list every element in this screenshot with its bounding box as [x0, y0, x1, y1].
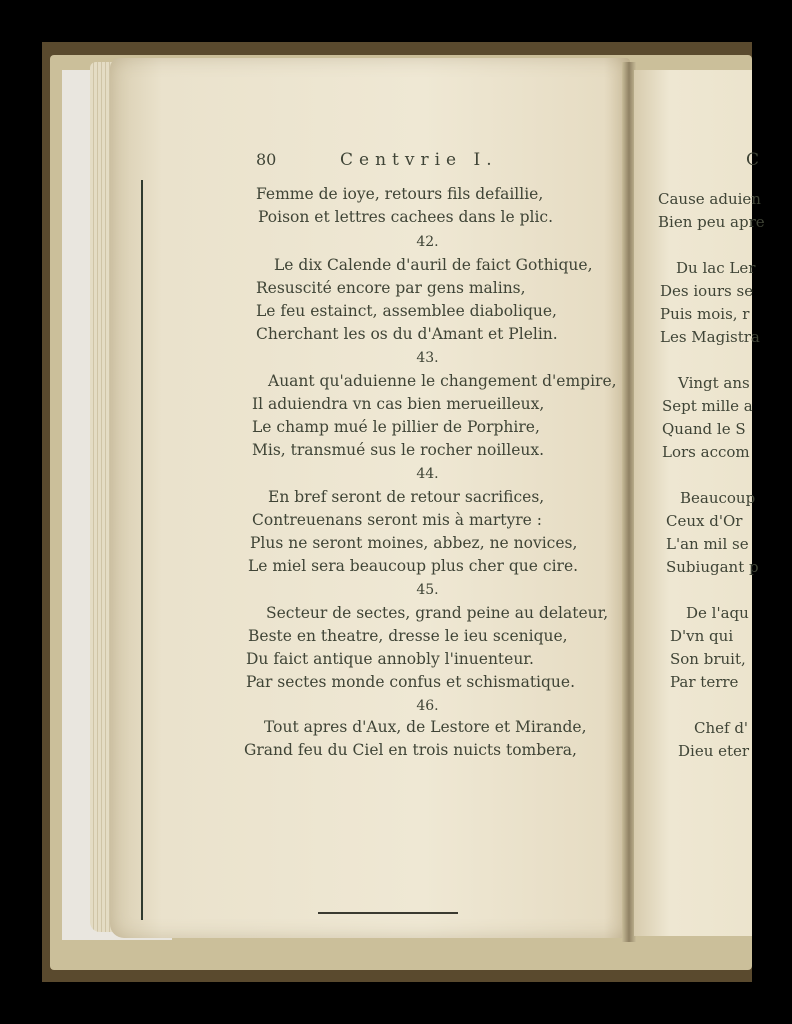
verse-line: Dieu eter [678, 742, 750, 760]
verse-line: Plus ne seront moines, abbez, ne novices, [250, 534, 578, 552]
quatrain-number: 42. [416, 234, 439, 250]
quatrain-number: 45. [416, 582, 439, 598]
right-page-text [654, 150, 765, 930]
verse-line: Le dix Calende d'auril de faict Gothique, [274, 256, 593, 274]
verse-line: Chef d' [694, 719, 749, 737]
verse-line: Femme de ioye, retours fils defaillie, [256, 185, 544, 203]
verse-line: Subiugant p [666, 558, 759, 576]
verse-line: Le feu estainct, assemblee diabolique, [256, 302, 557, 320]
verse-line: L'an mil se [666, 535, 749, 553]
verse-line: Par sectes monde confus et schismatique. [246, 673, 576, 691]
margin-rule [141, 180, 143, 920]
verse-line: Vingt ans [678, 374, 750, 392]
verse-line: Cause aduien [658, 190, 761, 208]
verse-line: Sept mille a [662, 397, 753, 415]
quatrain-number: 44. [416, 466, 439, 482]
verse-line: Des iours se [660, 282, 754, 300]
verse-line: De l'aqu [686, 604, 749, 622]
verse-line: Le miel sera beaucoup plus cher que cire. [248, 557, 579, 575]
verse-line: Le champ mué le pillier de Porphire, [252, 418, 540, 436]
verse-line: Cherchant les os du d'Amant et Plelin. [256, 325, 558, 343]
verse-line: Son bruit, [670, 650, 746, 668]
verse-line: Beaucoup [680, 489, 756, 507]
running-title: Centvrie I. [340, 150, 498, 170]
quatrain-number: 43. [416, 350, 439, 366]
verse-line: Tout apres d'Aux, de Lestore et Mirande, [264, 718, 587, 736]
verse-line: Lors accom [662, 443, 750, 461]
right-running-title: C [746, 150, 760, 170]
verse-line: Il aduiendra vn cas bien merueilleux, [252, 395, 545, 413]
verse-line: Poison et lettres cachees dans le plic. [258, 208, 554, 226]
quatrain-number: 46. [416, 698, 439, 714]
verse-line: D'vn qui [670, 627, 734, 645]
verse-line: Du faict antique annobly l'inuenteur. [246, 650, 534, 668]
bottom-ornament-line [318, 912, 458, 914]
page-number: 80 [256, 150, 277, 169]
verse-line: Contreuenans seront mis à martyre : [252, 511, 543, 529]
verse-line: Bien peu apre [658, 213, 765, 231]
verse-line: Les Magistra [660, 328, 760, 346]
verse-line: Mis, transmué sus le rocher noilleux. [252, 441, 545, 459]
verse-line: Resuscité encore par gens malins, [256, 279, 526, 297]
verse-line: Du lac Ler [676, 259, 756, 277]
verse-line: Beste en theatre, dresse le ieu scenique, [248, 627, 568, 645]
verse-line: Secteur de sectes, grand peine au delateur, [266, 604, 609, 622]
verse-line: Par terre [670, 673, 739, 691]
verse-line: Quand le S [662, 420, 746, 438]
page-header [240, 150, 615, 174]
verse-line: En bref seront de retour sacrifices, [268, 488, 545, 506]
verse-line: Ceux d'Or [666, 512, 743, 530]
verse-line: Auant qu'aduienne le changement d'empire, [268, 372, 617, 390]
verse-line: Grand feu du Ciel en trois nuicts tombera, [244, 741, 577, 759]
verse-line: Puis mois, r [660, 305, 750, 323]
